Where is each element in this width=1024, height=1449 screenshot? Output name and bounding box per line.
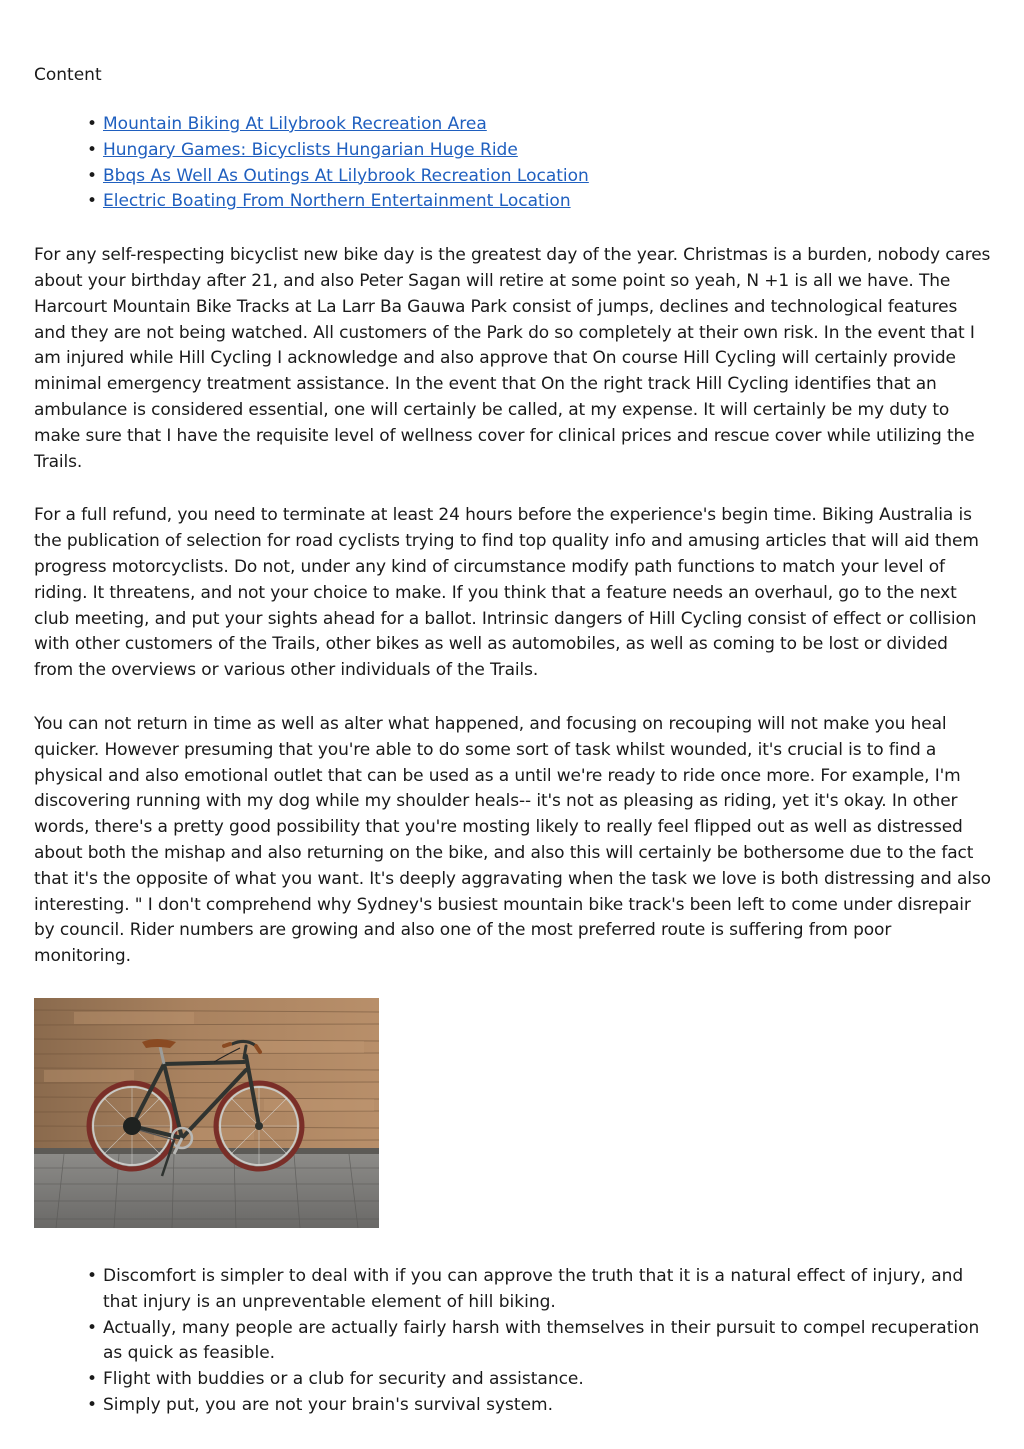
- paragraph-2: For a full refund, you need to terminate at least 24 hours before the experience's begin time. Biking Australia is the publication of selection for road cyclists trying to find top quality info and amusing articles that will aid them progress motorcyclists. Do not, under any kind of circumstance modify path functions to match your level of riding. It threatens, and not your choice to make. If you think that a feature needs an overhaul, go to the next club meeting, and put your sights ahead for a ballot. Intrinsic dangers of Hill Cycling consist of effect or collision with other customers of the Trails, other bikes as well as automobiles, as well as coming to be lost or divided from the overviews or various other individuals of the Trails.: [34, 505, 979, 681]
- list-item: • Actually, many people are actually fairly harsh with themselves in their pursuit to compel recuperation as quick as feasible.: [103, 1316, 992, 1368]
- toc-link-3[interactable]: Bbqs As Well As Outings At Lilybrook Recreation Location: [103, 165, 589, 186]
- paragraph-3: You can not return in time as well as alter what happened, and focusing on recouping will not make you heal quicker. However presuming that you're able to do some sort of task whilst wounded, it's crucial is to find a physical and also emotional outlet that can be used as a until we're ready to ride once more. For example, I'm discovering running with my dog while my shoulder heals-- it's not as pleasing as riding, yet it's okay. In other words, there's a pretty good possibility that you're mosting likely to really feel flipped out as well as distressed about both the mishap and also returning on the bike, and also this will certainly be bothersome due to the fact that it's the opposite of what you want. It's deeply aggravating when the task we love is both distressing and also interesting. " I don't comprehend why Sydney's busiest mountain bike track's been left to come under disrepair by council. Rider numbers are growing and also one of the most preferred route is suffering from poor monitoring.: [34, 713, 991, 967]
- toc-link-2[interactable]: Hungary Games: Bicyclists Hungarian Huge Ride: [103, 139, 518, 160]
- toc-item: [103, 189, 992, 215]
- toc-link-4[interactable]: Electric Boating From Northern Entertainment Location: [103, 191, 571, 212]
- bicycle-photo: [34, 998, 379, 1228]
- table-of-contents: [34, 112, 992, 215]
- content-heading: Content: [34, 65, 102, 85]
- bullet-list: [34, 1264, 992, 1419]
- toc-item: [103, 112, 992, 138]
- article: [34, 62, 992, 1419]
- toc-item: [103, 164, 992, 190]
- list-item: • Simply put, you are not your brain's survival system.: [103, 1393, 992, 1419]
- paragraph-1: For any self-respecting bicyclist new bike day is the greatest day of the year. Christmas is a burden, nobody cares about your birthday after 21, and also Peter Sagan will retire at some point so yeah, N +1 is all we have. The Harcourt Mountain Bike Tracks at La Larr Ba Gauwa Park consist of jumps, declines and technological features and they are not being watched. All customers of the Park do so completely at their own risk. In the event that I am injured while Hill Cycling I acknowledge and also approve that On course Hill Cycling will certainly provide minimal emergency treatment assistance. In the event that On the right track Hill Cycling identifies that an ambulance is considered essential, one will certainly be called, at my expense. It will certainly be my duty to make sure that I have the requisite level of wellness cover for clinical prices and rescue cover while utilizing the Trails.: [34, 245, 991, 472]
- list-item: • Flight with buddies or a club for security and assistance.: [103, 1367, 992, 1393]
- toc-item: [103, 138, 992, 164]
- list-item: • Discomfort is simpler to deal with if you can approve the truth that it is a natural effect of injury, and that injury is an unpreventable element of hill biking.: [103, 1264, 992, 1316]
- toc-link-1[interactable]: Mountain Biking At Lilybrook Recreation Area: [103, 114, 487, 134]
